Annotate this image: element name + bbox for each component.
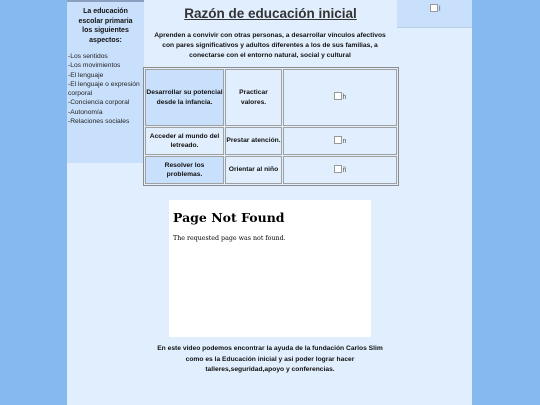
sidebar-item-lenguaje: -El lenguaje <box>68 71 104 79</box>
table-row <box>145 127 397 155</box>
sidebar-item-expresion-corporal: -El lenguaje o expresión corporal <box>68 80 140 98</box>
table-row <box>145 69 397 126</box>
info-table <box>143 67 399 186</box>
embed-error-heading: Page Not Found <box>173 210 285 225</box>
broken-image-icon: l <box>430 4 441 13</box>
sidebar-item-movimientos: -Los movimientos <box>68 62 121 70</box>
video-embed-frame[interactable] <box>169 200 371 337</box>
footer-text: En este video podemos encontrar la ayuda de la fundación Carlos Slim como es la Educación inicial y asi poder lograr hacer talleres,seguridad,apoyo y conferencias. <box>157 345 383 373</box>
sidebar-item-sentidos: -Los sentidos <box>68 53 108 60</box>
table-image-cell <box>283 127 397 155</box>
table-cell: Prestar atención. <box>225 127 282 155</box>
sidebar-title: La educación escolar primaria los siguientes aspectos: <box>78 8 133 44</box>
table-image-cell <box>283 156 397 184</box>
sidebar-item-conciencia-corporal: -Conciencia corporal <box>68 99 130 107</box>
table-cell: Practicar valores. <box>225 69 282 126</box>
sidebar-item-autonomia: -Autonomía <box>68 108 103 116</box>
intro-text: Aprenden a convivir con otras personas, a desarrollar vínculos afectivos con pares significativos y adultos diferentes a los de sus familias, a conectarse con el entorno natural, social y cultural <box>154 32 386 59</box>
table-row <box>145 156 397 184</box>
broken-image-icon: n <box>334 136 347 147</box>
sidebar-item-relaciones-sociales: -Relaciones sociales <box>68 118 130 126</box>
table-cell: Orientar al niño <box>225 156 282 184</box>
right-panel <box>397 0 472 28</box>
sidebar-list <box>67 52 144 126</box>
broken-image-icon: h <box>334 92 347 103</box>
embed-error-message: The requested page was not found. <box>173 235 286 242</box>
table-cell: Acceder al mundo del letreado. <box>145 127 224 155</box>
page-title: Razón de educación inicial <box>184 6 357 21</box>
table-cell: Desarrollar su potencial desde la infancia. <box>145 69 224 126</box>
table-image-cell <box>283 69 397 126</box>
table-cell: Resolver los problemas. <box>145 156 224 184</box>
broken-image-icon: ñ <box>334 165 347 176</box>
sidebar <box>67 0 144 163</box>
